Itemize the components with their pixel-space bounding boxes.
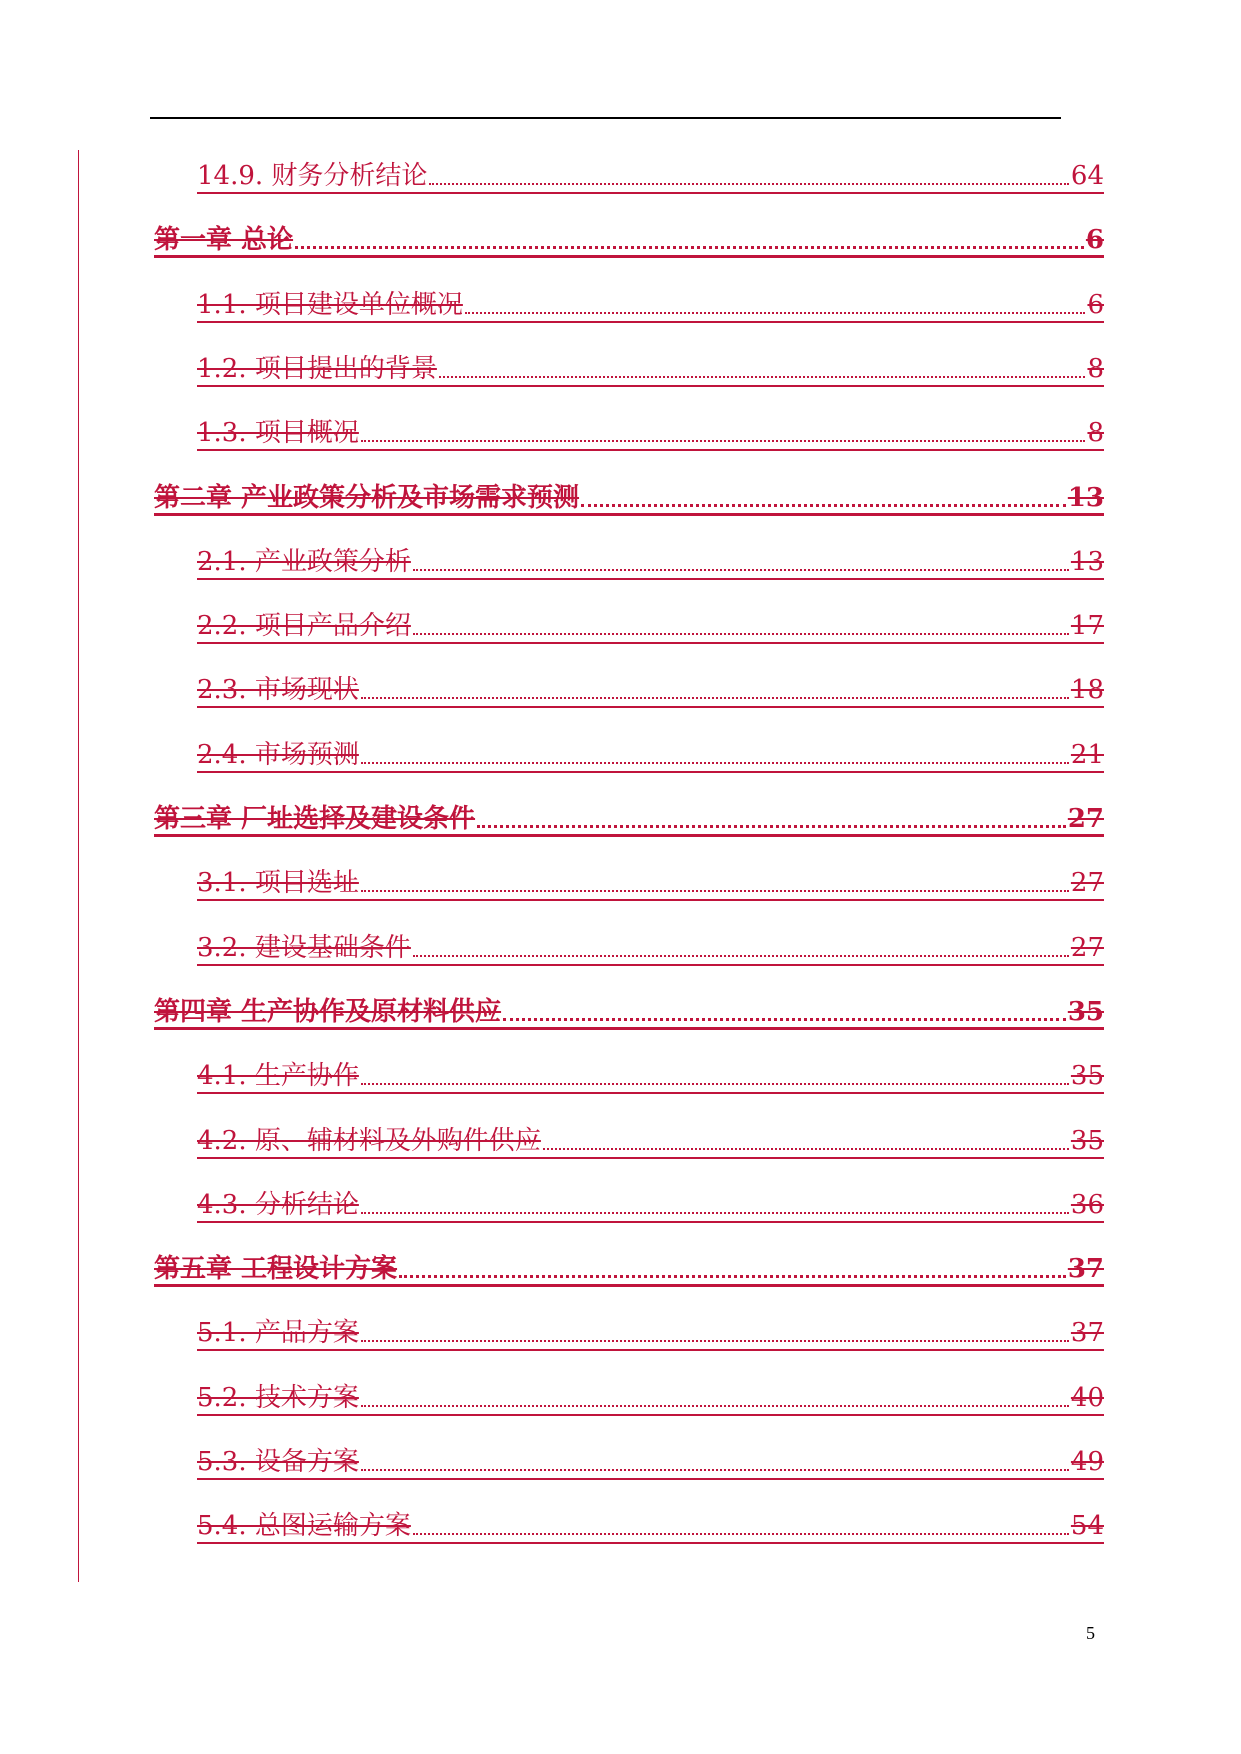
toc-entry-title: 14.9. 财务分析结论: [197, 161, 428, 191]
toc-entry-underline: [197, 449, 1104, 451]
toc-entry-page: 49: [1070, 1447, 1104, 1477]
toc-entry-page: 35: [1067, 996, 1104, 1027]
toc-entry-title: 5.4. 总图运输方案: [197, 1511, 411, 1542]
toc-section-entry[interactable]: [197, 1505, 1104, 1541]
toc-entry-title: 第二章 产业政策分析及市场需求预测: [154, 482, 580, 513]
toc-entry-underline: [197, 771, 1104, 773]
toc-entry-title: 第四章 生产协作及原材料供应: [154, 996, 502, 1027]
toc-entry-page: 35: [1070, 1125, 1104, 1156]
toc-entry-underline: [197, 642, 1104, 644]
toc-dot-leader: [361, 732, 1069, 764]
toc-entry-underline: [154, 1284, 1104, 1287]
toc-entry-underline: [154, 513, 1104, 516]
toc-section-entry[interactable]: [197, 734, 1104, 770]
toc-entry-page: 21: [1070, 739, 1104, 770]
toc-entry-page: 27: [1070, 932, 1104, 963]
toc-entry-underline: [197, 192, 1104, 194]
toc-entry-title: 5.3. 设备方案: [197, 1447, 359, 1477]
toc-entry-underline: [197, 1414, 1104, 1416]
toc-entry-underline: [197, 321, 1104, 323]
toc-dot-leader: [361, 1310, 1069, 1342]
page-number: 5: [1086, 1623, 1095, 1643]
toc-entry-title: 5.1. 产品方案: [197, 1318, 359, 1349]
toc-entry-title: 1.1. 项目建设单位概况: [197, 289, 463, 320]
toc-section-entry[interactable]: [197, 862, 1104, 898]
toc-entry-page: 13: [1067, 482, 1104, 513]
toc-entry-title: 4.1. 生产协作: [197, 1061, 359, 1092]
toc-entry-title: 4.3. 分析结论: [197, 1189, 359, 1220]
toc-entry-underline: [154, 255, 1104, 258]
toc-dot-leader: [439, 346, 1086, 378]
toc-entry-underline: [197, 1542, 1104, 1544]
toc-dot-leader: [503, 988, 1066, 1021]
toc-entry-title: 5.2. 技术方案: [197, 1382, 359, 1413]
toc-section-entry[interactable]: [197, 412, 1104, 448]
toc-dot-leader: [399, 1245, 1066, 1278]
toc-entry-title: 2.2. 项目产品介绍: [197, 611, 411, 642]
toc-dot-leader: [361, 860, 1069, 892]
toc-entry-title: 2.4. 市场预测: [197, 739, 359, 770]
toc-entry-page: 54: [1070, 1511, 1104, 1542]
toc-entry-title: 第一章 总论: [154, 225, 294, 256]
toc-entry-title: 第五章 工程设计方案: [154, 1254, 398, 1285]
toc-entry-page: 27: [1067, 804, 1104, 834]
toc-chapter-entry[interactable]: [154, 991, 1104, 1027]
toc-entry-title: 4.2. 原、辅材料及外购件供应: [197, 1125, 541, 1156]
toc-section-entry[interactable]: [197, 1055, 1104, 1091]
toc-section-entry[interactable]: [197, 1312, 1104, 1348]
toc-entry-title: 1.3. 项目概况: [197, 418, 359, 449]
toc-entry-underline: [197, 385, 1104, 387]
toc-dot-leader: [361, 1053, 1069, 1085]
toc-entry-underline: [197, 1349, 1104, 1351]
toc-entry-page: 6: [1087, 289, 1104, 320]
toc-dot-leader: [413, 1503, 1069, 1535]
toc-entry-page: 40: [1070, 1382, 1104, 1413]
toc-section-entry[interactable]: [197, 541, 1104, 577]
toc-entry-page: 8: [1087, 353, 1104, 384]
toc-dot-leader: [295, 216, 1084, 249]
toc-chapter-entry[interactable]: [154, 1248, 1104, 1284]
toc-entry-underline: [197, 1157, 1104, 1159]
toc-section-entry[interactable]: [197, 1377, 1104, 1413]
toc-dot-leader: [477, 795, 1066, 828]
toc-dot-leader: [581, 474, 1066, 507]
toc-dot-leader: [413, 539, 1069, 571]
toc-entry-underline: [154, 834, 1104, 837]
toc-entry-underline: [197, 1221, 1104, 1223]
toc-section-entry[interactable]: [197, 155, 1104, 191]
toc-dot-leader: [361, 1182, 1069, 1214]
toc-dot-leader: [361, 667, 1069, 699]
toc-entry-title: 第三章 厂址选择及建设条件: [154, 804, 476, 834]
toc-entry-underline: [197, 1092, 1104, 1094]
toc-entry-page: 6: [1085, 225, 1104, 256]
toc-entry-underline: [154, 1027, 1104, 1030]
toc-section-entry[interactable]: [197, 1184, 1104, 1220]
toc-entry-page: 13: [1070, 546, 1104, 577]
toc-entry-page: 36: [1070, 1189, 1104, 1220]
toc-dot-leader: [413, 603, 1069, 635]
toc-entry-page: 8: [1087, 418, 1104, 449]
toc-entry-page: 18: [1070, 675, 1104, 706]
toc-entry-page: 27: [1070, 868, 1104, 899]
toc-dot-leader: [361, 410, 1086, 442]
toc-dot-leader: [413, 925, 1069, 957]
toc-entry-underline: [197, 578, 1104, 580]
toc-entry-underline: [197, 899, 1104, 901]
toc-section-entry[interactable]: [197, 605, 1104, 641]
toc-entry-underline: [197, 964, 1104, 966]
toc-section-entry[interactable]: [197, 1441, 1104, 1477]
toc-entry-page: 35: [1070, 1061, 1104, 1092]
toc-section-entry[interactable]: [197, 284, 1104, 320]
toc-entry-title: 2.3. 市场现状: [197, 675, 359, 706]
toc-section-entry[interactable]: [197, 927, 1104, 963]
toc-section-entry[interactable]: [197, 1120, 1104, 1156]
toc-dot-leader: [361, 1439, 1069, 1471]
toc-entry-title: 3.1. 项目选址: [197, 868, 359, 899]
toc-entry-page: 64: [1070, 161, 1104, 191]
toc-entry-title: 1.2. 项目提出的背景: [197, 353, 437, 384]
toc-entry-page: 17: [1070, 611, 1104, 642]
toc-dot-leader: [465, 282, 1086, 314]
toc-section-entry[interactable]: [197, 669, 1104, 705]
toc-entry-title: 2.1. 产业政策分析: [197, 546, 411, 577]
toc-entry-title: 3.2. 建设基础条件: [197, 932, 411, 963]
toc-chapter-entry[interactable]: [154, 219, 1104, 255]
toc-entry-page: 37: [1070, 1318, 1104, 1349]
toc-chapter-entry[interactable]: [154, 477, 1104, 513]
toc-dot-leader: [361, 1375, 1069, 1407]
toc-dot-leader: [543, 1118, 1069, 1150]
toc-entry-underline: [197, 706, 1104, 708]
toc-entry-page: 37: [1067, 1254, 1104, 1285]
toc-section-entry[interactable]: [197, 348, 1104, 384]
toc-dot-leader: [429, 153, 1068, 185]
toc-entry-underline: [197, 1478, 1104, 1480]
toc-chapter-entry[interactable]: [154, 798, 1104, 834]
